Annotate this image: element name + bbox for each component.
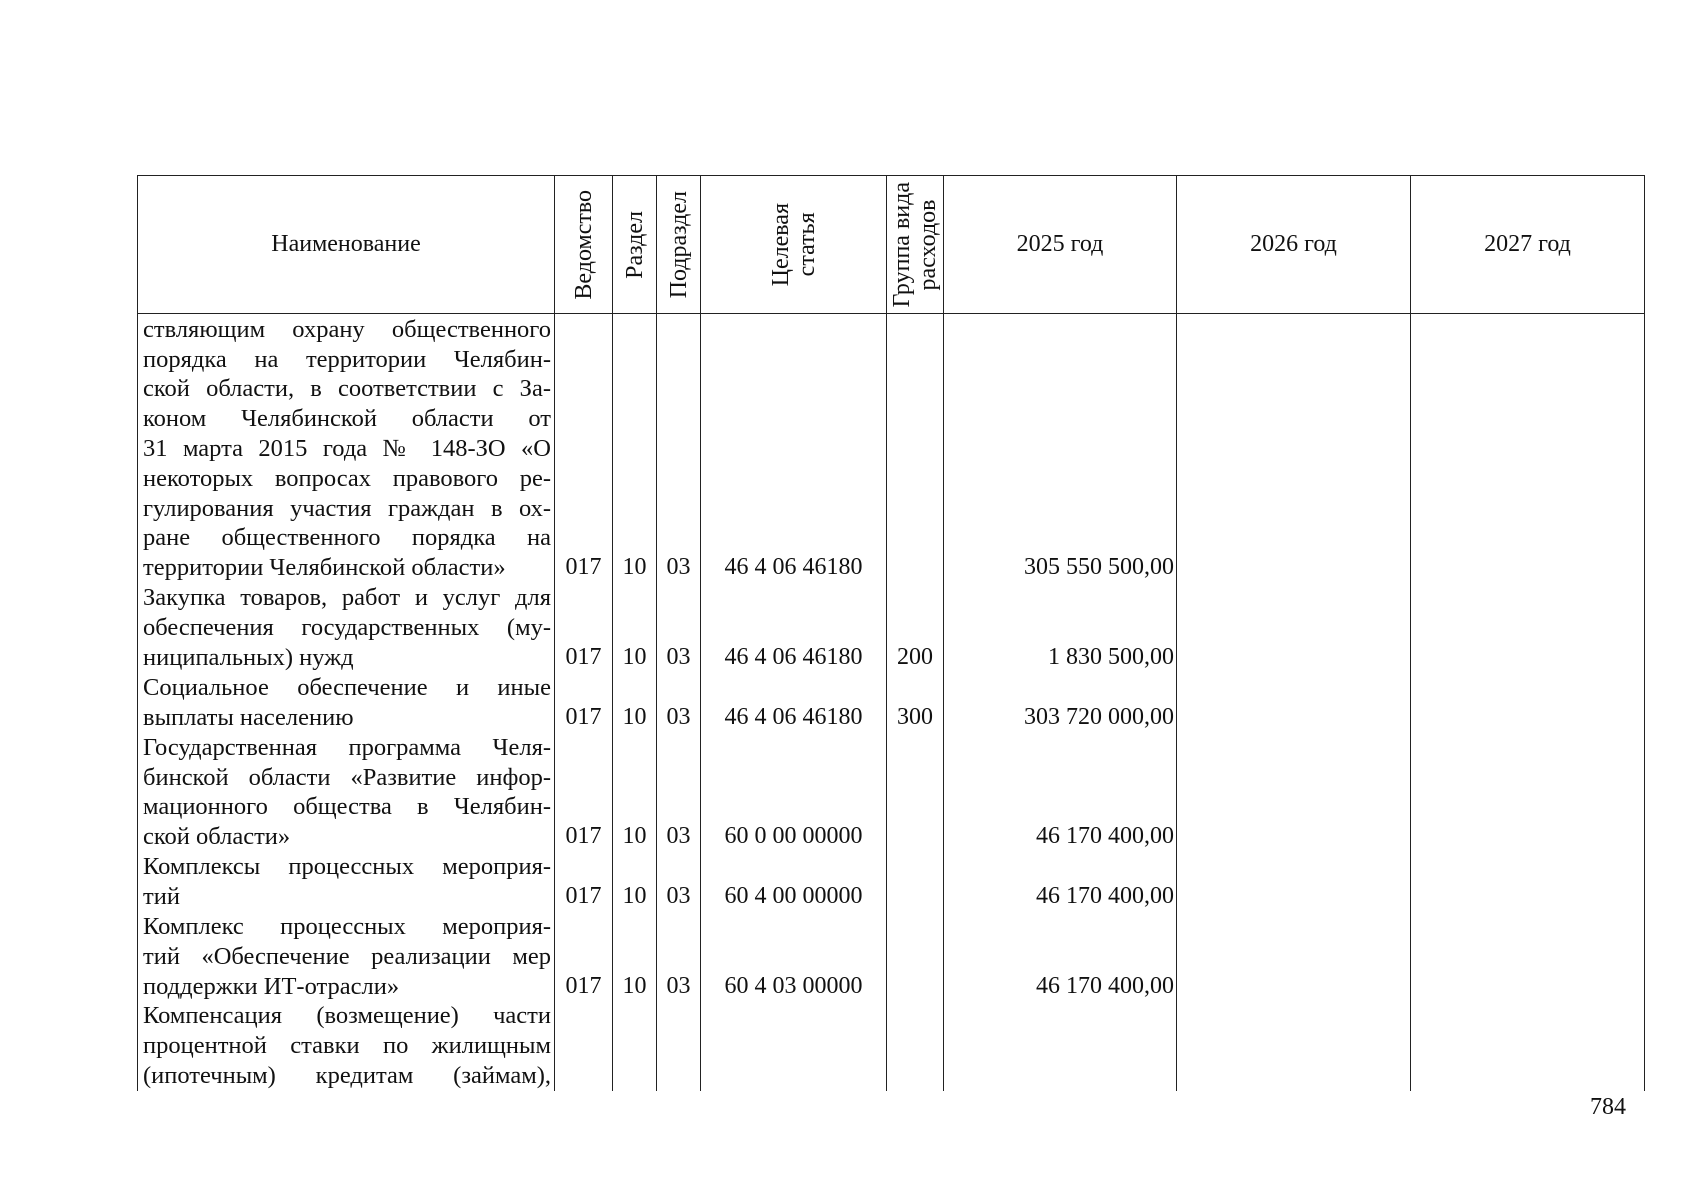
row-podrazdel: 03 (657, 583, 701, 673)
row-name (138, 912, 555, 1002)
table-row (138, 583, 1645, 673)
budget-table (137, 175, 1645, 1091)
table-body (138, 314, 1645, 1092)
row-2026 (1177, 314, 1411, 583)
header-2026 (1177, 176, 1411, 314)
row-vedomstvo: 017 (555, 314, 613, 583)
row-2027 (1411, 673, 1645, 733)
row-razdel (613, 1001, 657, 1091)
row-razdel: 10 (613, 852, 657, 912)
row-2025: 303 720 000,00 (944, 673, 1177, 733)
row-vedomstvo: 017 (555, 732, 613, 852)
row-2026 (1177, 912, 1411, 1002)
row-name-line: некоторых вопросах правового ре- (143, 464, 551, 492)
row-name-line: территории Челябинской области» (143, 554, 506, 582)
row-2026 (1177, 583, 1411, 673)
header-podrazdel (657, 176, 701, 314)
header-name-label: Наименование (271, 231, 421, 257)
header-vedomstvo-label: Ведомство (570, 189, 597, 300)
row-2027 (1411, 314, 1645, 583)
row-name-line: Комплексы процессных мероприя- (143, 853, 551, 881)
row-vedomstvo: 017 (555, 852, 613, 912)
row-razdel: 10 (613, 314, 657, 583)
row-2025: 46 170 400,00 (944, 912, 1177, 1002)
row-razdel: 10 (613, 583, 657, 673)
row-name-line: порядка на территории Челябин- (143, 345, 551, 373)
row-podrazdel: 03 (657, 852, 701, 912)
row-tselevaya: 46 4 06 46180 (701, 314, 887, 583)
row-2025 (944, 1001, 1177, 1091)
row-name-line: ствляющим охрану общественного (143, 315, 551, 343)
header-podrazdel-label: Подраздел (665, 190, 692, 299)
row-gruppa: 200 (887, 583, 944, 673)
table-row (138, 852, 1645, 912)
row-name-line: (ипотечным) кредитам (займам), (143, 1061, 551, 1089)
row-podrazdel: 03 (657, 732, 701, 852)
row-podrazdel: 03 (657, 314, 701, 583)
row-name-line: мационного общества в Челябин- (143, 793, 551, 821)
row-2027 (1411, 732, 1645, 852)
header-2025-label: 2025 год (1016, 231, 1104, 257)
header-2026-label: 2026 год (1250, 231, 1337, 257)
row-name-line: выплаты населению (143, 703, 354, 731)
header-2027 (1411, 176, 1645, 314)
row-2025: 46 170 400,00 (944, 732, 1177, 852)
row-tselevaya: 46 4 06 46180 (701, 583, 887, 673)
row-gruppa (887, 314, 944, 583)
row-2025: 305 550 500,00 (944, 314, 1177, 583)
row-2025: 1 830 500,00 (944, 583, 1177, 673)
row-tselevaya: 60 0 00 00000 (701, 732, 887, 852)
page-number: 784 (1590, 1094, 1626, 1120)
row-2027 (1411, 1001, 1645, 1091)
row-gruppa: 300 (887, 673, 944, 733)
header-row (138, 176, 1645, 314)
row-name-line: обеспечения государственных (му- (143, 614, 551, 641)
row-name-line: Компенсация (возмещение) части (143, 1002, 551, 1030)
row-name-line: 31 марта 2015 года № 148-ЗО «О (143, 434, 551, 462)
row-vedomstvo: 017 (555, 583, 613, 673)
row-2026 (1177, 673, 1411, 733)
header-gruppa-label: Группа вида расходов (889, 181, 941, 308)
row-name-line: ране общественного порядка на (143, 524, 551, 552)
row-name (138, 673, 555, 733)
row-gruppa (887, 852, 944, 912)
row-tselevaya: 60 4 00 00000 (701, 852, 887, 912)
row-name (138, 583, 555, 673)
row-name-line: гулирования участия граждан в ох- (143, 494, 551, 522)
row-name-line: процентной ставки по жилищным (143, 1032, 551, 1060)
header-razdel (613, 176, 657, 314)
row-name-line: тий (143, 882, 180, 910)
row-name-line: коном Челябинской области от (143, 405, 551, 433)
row-podrazdel: 03 (657, 673, 701, 733)
row-name (138, 852, 555, 912)
row-gruppa (887, 1001, 944, 1091)
row-name-line: Социальное обеспечение и иные (143, 673, 551, 701)
table-row (138, 912, 1645, 1002)
row-2025: 46 170 400,00 (944, 852, 1177, 912)
header-vedomstvo (555, 176, 613, 314)
header-name (138, 176, 555, 314)
row-name (138, 732, 555, 852)
row-2026 (1177, 732, 1411, 852)
row-2027 (1411, 583, 1645, 673)
row-name-line: ской области» (143, 823, 291, 851)
row-name (138, 314, 555, 583)
row-name-line: Комплекс процессных мероприя- (143, 912, 551, 940)
row-name-line: бинской области «Развитие инфор- (143, 763, 551, 791)
header-tselevaya-label: Целевая статья (767, 202, 820, 287)
row-gruppa (887, 912, 944, 1002)
row-name-line: Закупка товаров, работ и услуг для (143, 584, 551, 612)
row-2026 (1177, 1001, 1411, 1091)
table-row (138, 673, 1645, 733)
row-podrazdel (657, 1001, 701, 1091)
table-row (138, 732, 1645, 852)
row-vedomstvo: 017 (555, 673, 613, 733)
table-row (138, 1001, 1645, 1091)
row-name-line: поддержки ИТ-отрасли» (143, 972, 400, 1000)
row-razdel: 10 (613, 732, 657, 852)
header-razdel-label: Раздел (621, 210, 648, 279)
row-razdel: 10 (613, 912, 657, 1002)
row-tselevaya (701, 1001, 887, 1091)
row-podrazdel: 03 (657, 912, 701, 1002)
row-vedomstvo (555, 1001, 613, 1091)
header-2025 (944, 176, 1177, 314)
row-name-line: Государственная программа Челя- (143, 733, 551, 761)
header-tselevaya (701, 176, 887, 314)
table-row (138, 314, 1645, 583)
row-2027 (1411, 852, 1645, 912)
row-gruppa (887, 732, 944, 852)
row-tselevaya: 60 4 03 00000 (701, 912, 887, 1002)
header-2027-label: 2027 год (1484, 231, 1571, 257)
row-vedomstvo: 017 (555, 912, 613, 1002)
row-name-line: ниципальных) нужд (143, 643, 354, 671)
row-name-line: тий «Обеспечение реализации мер (143, 942, 551, 970)
row-2027 (1411, 912, 1645, 1002)
row-name-line: ской области, в соответствии с За- (143, 375, 551, 403)
row-tselevaya: 46 4 06 46180 (701, 673, 887, 733)
row-razdel: 10 (613, 673, 657, 733)
header-gruppa (887, 176, 944, 314)
row-name (138, 1001, 555, 1091)
row-2026 (1177, 852, 1411, 912)
